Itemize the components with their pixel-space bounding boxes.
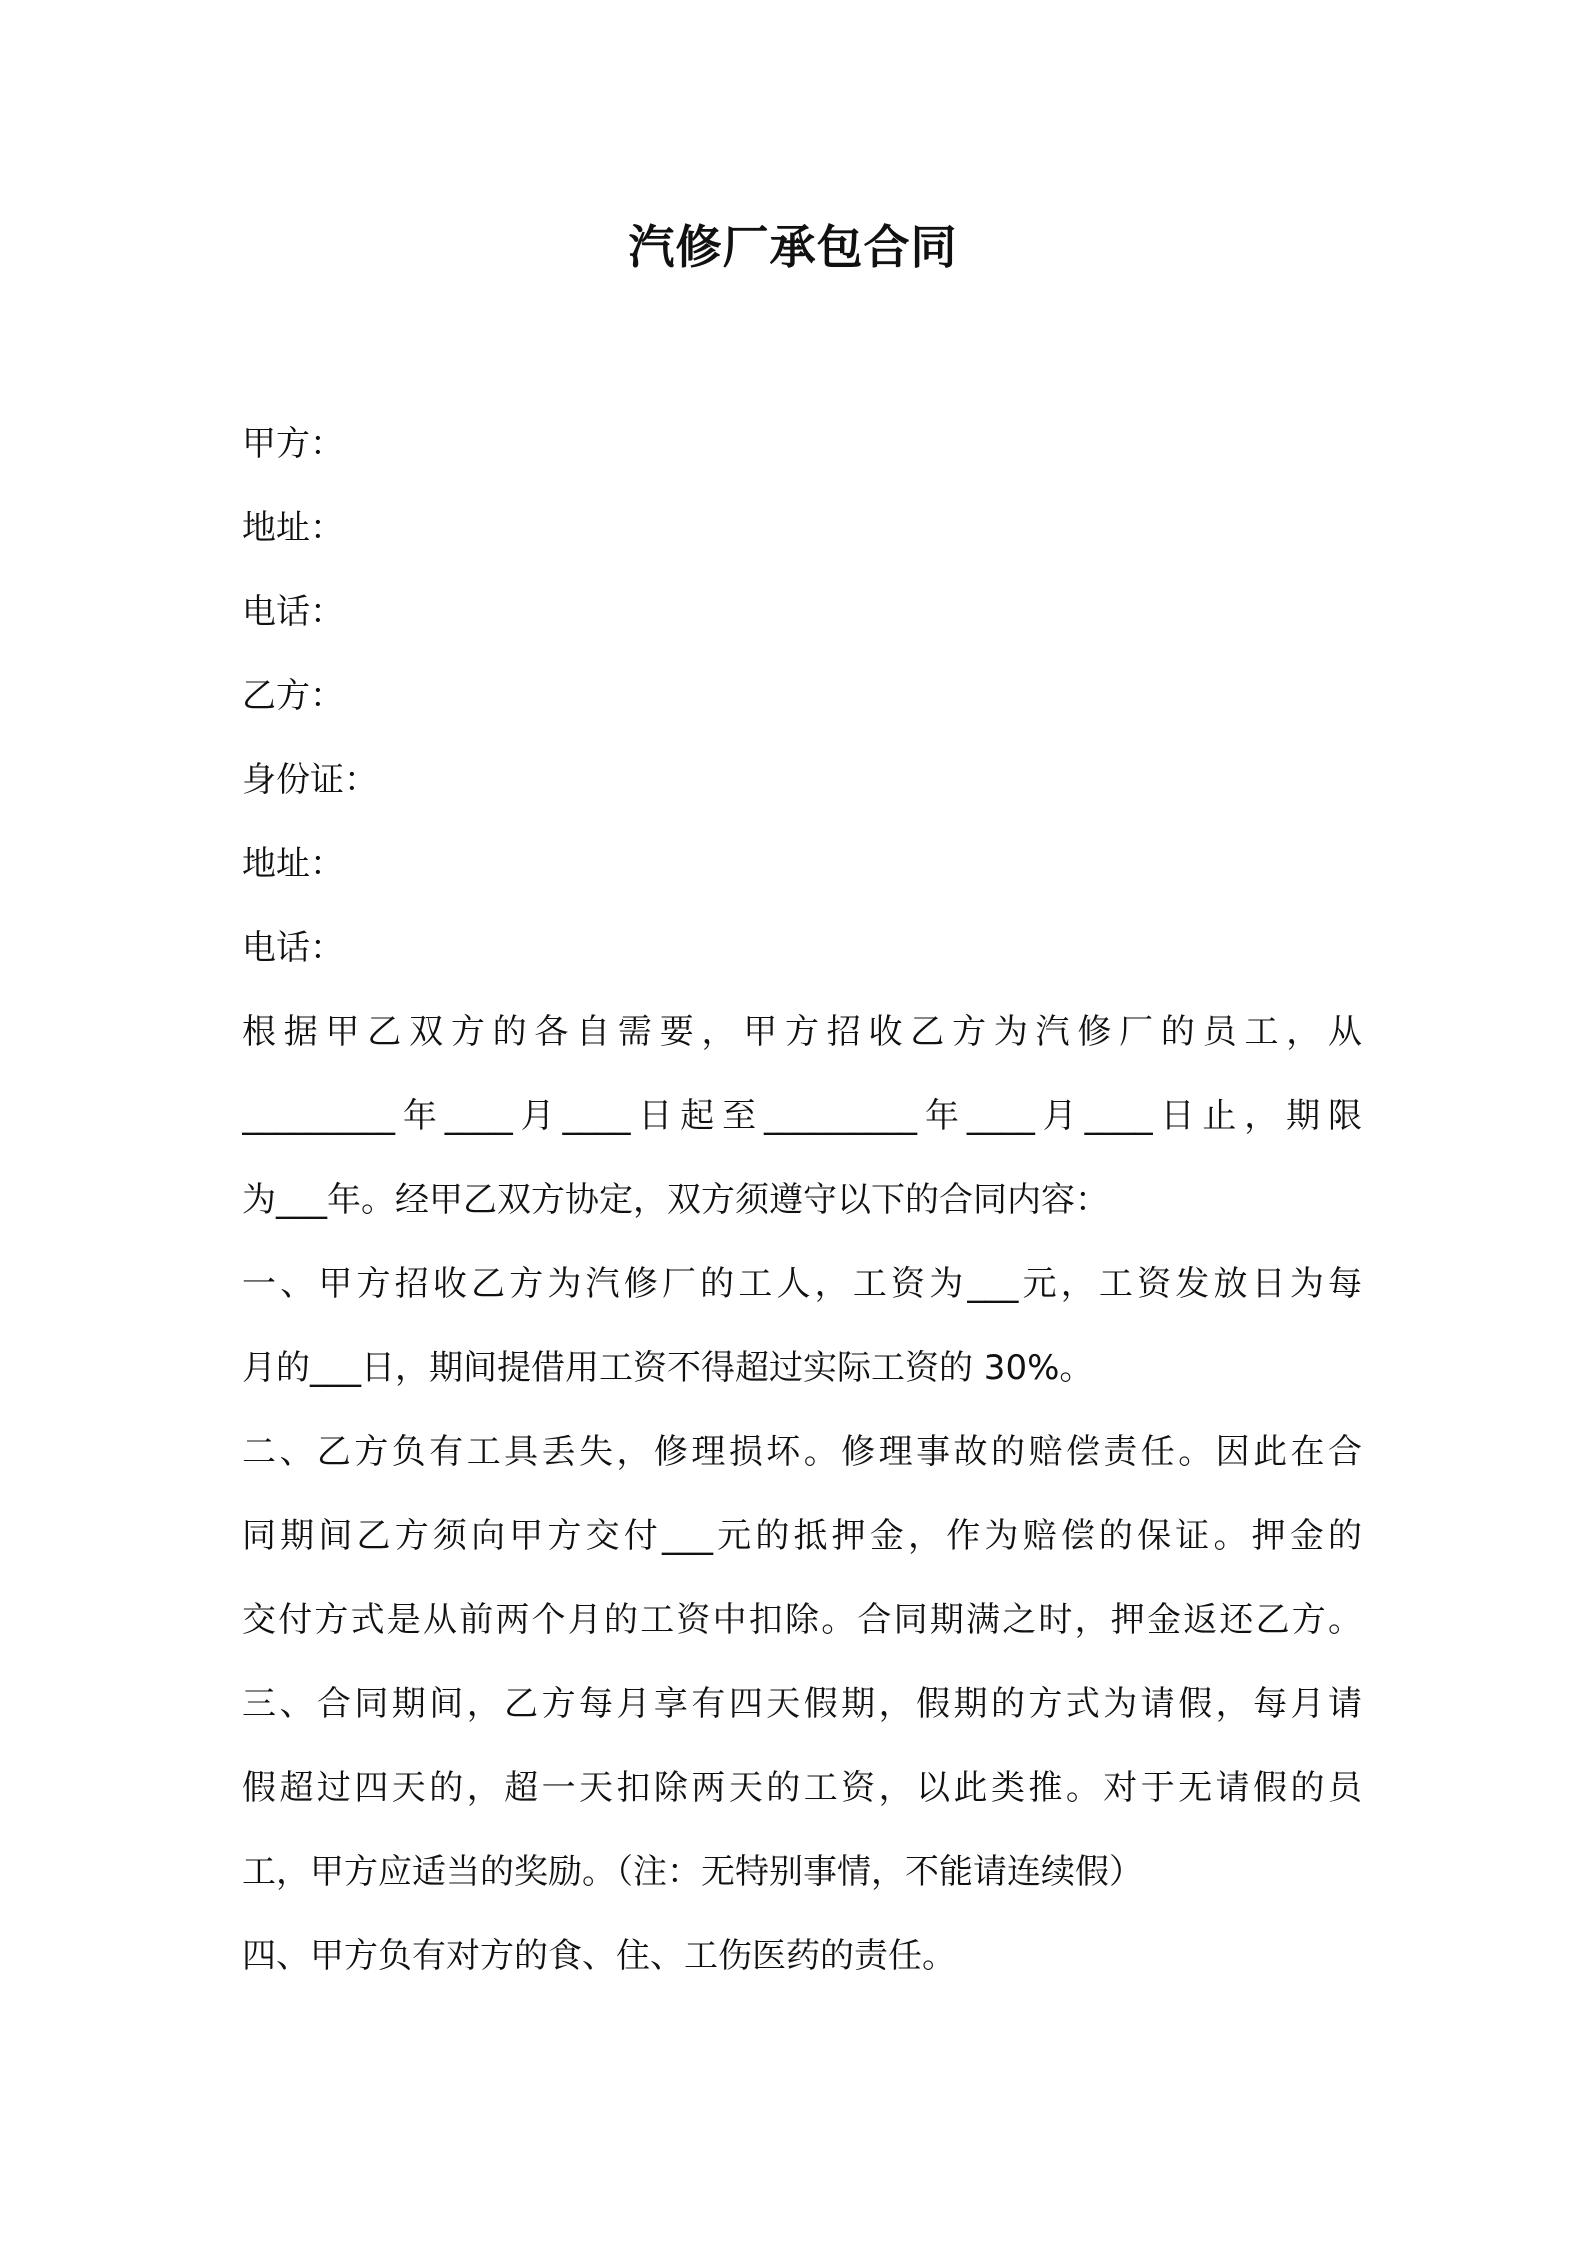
document-body xyxy=(242,402,1362,1998)
party-b-address-label: 地址： xyxy=(242,844,344,884)
clause-2-line-2: 同期间乙方须向甲方交付___元的抵押金，作为赔偿的保证。押金的 xyxy=(242,1516,1362,1556)
party-b-label: 乙方： xyxy=(242,676,344,716)
clause-3-line-2: 假超过四天的，超一天扣除两天的工资，以此类推。对于无请假的员 xyxy=(242,1768,1362,1808)
party-b-phone-label: 电话： xyxy=(242,928,344,968)
clause-1-line-1: 一、甲方招收乙方为汽修厂的工人，工资为___元，工资发放日为每 xyxy=(242,1264,1362,1304)
clause-3-line-3: 工，甲方应适当的奖励。（注：无特别事情，不能请连续假） xyxy=(242,1852,1143,1892)
party-a-label: 甲方： xyxy=(242,424,344,464)
intro-line-2: _________年____月____日起至_________年____月____日止，期限 xyxy=(242,1096,1362,1136)
clause-2-line-1: 二、乙方负有工具丢失，修理损坏。修理事故的赔偿责任。因此在合 xyxy=(242,1432,1362,1472)
intro-line-1: 根据甲乙双方的各自需要，甲方招收乙方为汽修厂的员工，从 xyxy=(242,1012,1362,1052)
party-a-phone-label: 电话： xyxy=(242,592,344,632)
party-b-id-label: 身份证： xyxy=(242,760,378,800)
intro-line-3: 为___年。经甲乙双方协定，双方须遵守以下的合同内容： xyxy=(242,1180,1109,1220)
clause-2-line-3: 交付方式是从前两个月的工资中扣除。合同期满之时，押金返还乙方。 xyxy=(242,1600,1362,1640)
clause-3-line-1: 三、合同期间，乙方每月享有四天假期，假期的方式为请假，每月请 xyxy=(242,1684,1362,1724)
party-a-address-label: 地址： xyxy=(242,508,344,548)
document-title: 汽修厂承包合同 xyxy=(628,220,958,274)
clause-4-line-1: 四、甲方负有对方的食、住、工伤医药的责任。 xyxy=(242,1936,956,1976)
clause-1-line-2: 月的___日，期间提借用工资不得超过实际工资的 30%。 xyxy=(242,1348,1094,1388)
